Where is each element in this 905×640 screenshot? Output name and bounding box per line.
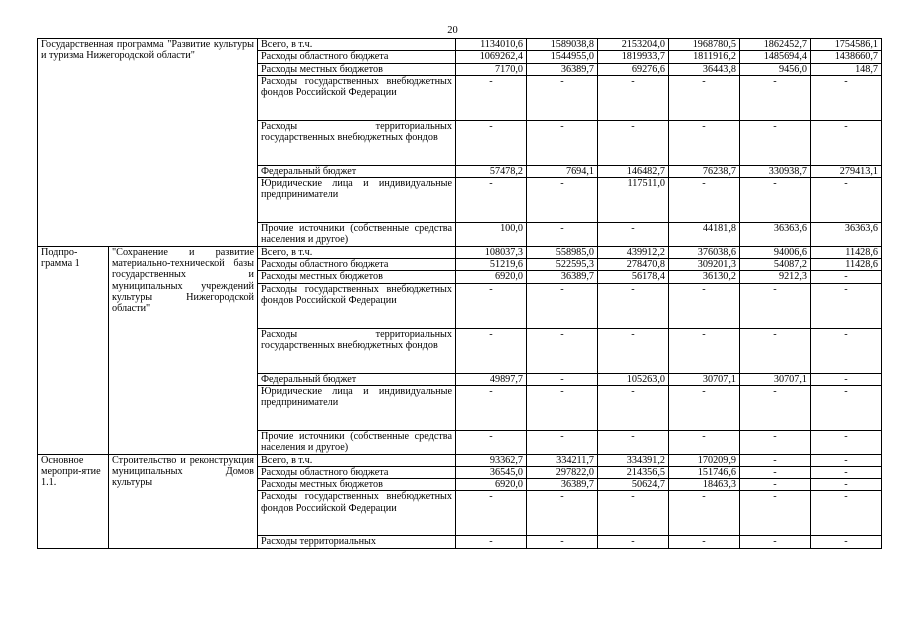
amount-cell: 18463,3 bbox=[669, 479, 740, 491]
amount-cell: 148,7 bbox=[811, 63, 882, 75]
section-name: "Сохранение и развитие материально-технической базы государственных и муниципальных учреждений культуры Нижегородской области" bbox=[109, 246, 258, 454]
funding-source: Юридические лица и индивидуальные предприниматели bbox=[258, 178, 456, 223]
amount-cell: - bbox=[669, 283, 740, 328]
amount-cell: - bbox=[740, 491, 811, 536]
funding-source: Федеральный бюджет bbox=[258, 373, 456, 385]
amount-cell: 100,0 bbox=[456, 223, 527, 247]
amount-cell: - bbox=[598, 385, 669, 430]
amount-cell: - bbox=[456, 430, 527, 454]
amount-cell: 1438660,7 bbox=[811, 51, 882, 63]
amount-cell: 44181,8 bbox=[669, 223, 740, 247]
amount-cell: - bbox=[740, 75, 811, 120]
amount-cell: - bbox=[669, 491, 740, 536]
amount-cell: - bbox=[598, 120, 669, 165]
amount-cell: - bbox=[811, 283, 882, 328]
amount-cell: 214356,5 bbox=[598, 466, 669, 478]
amount-cell: 1134010,6 bbox=[456, 39, 527, 51]
table-row bbox=[38, 246, 882, 258]
amount-cell: 36545,0 bbox=[456, 466, 527, 478]
amount-cell: 50624,7 bbox=[598, 479, 669, 491]
amount-cell: - bbox=[598, 283, 669, 328]
amount-cell: - bbox=[456, 283, 527, 328]
amount-cell: - bbox=[456, 75, 527, 120]
amount-cell: 108037,3 bbox=[456, 246, 527, 258]
page-number: 20 bbox=[447, 25, 458, 36]
funding-source: Всего, в т.ч. bbox=[258, 39, 456, 51]
amount-cell: 49897,7 bbox=[456, 373, 527, 385]
amount-cell: - bbox=[811, 271, 882, 283]
amount-cell: 57478,2 bbox=[456, 165, 527, 177]
amount-cell: 36363,6 bbox=[811, 223, 882, 247]
amount-cell: - bbox=[456, 536, 527, 548]
amount-cell: - bbox=[740, 536, 811, 548]
funding-source: Расходы местных бюджетов bbox=[258, 63, 456, 75]
amount-cell: - bbox=[669, 385, 740, 430]
funding-source: Всего, в т.ч. bbox=[258, 454, 456, 466]
amount-cell: 6920,0 bbox=[456, 271, 527, 283]
amount-cell: 1589038,8 bbox=[527, 39, 598, 51]
amount-cell: 30707,1 bbox=[740, 373, 811, 385]
amount-cell: 30707,1 bbox=[669, 373, 740, 385]
funding-source: Расходы государственных внебюджетных фондов Российской Федерации bbox=[258, 283, 456, 328]
amount-cell: - bbox=[527, 491, 598, 536]
section-code: Основное меропри-ятие 1.1. bbox=[38, 454, 109, 548]
amount-cell: - bbox=[740, 430, 811, 454]
amount-cell: - bbox=[811, 491, 882, 536]
funding-source: Федеральный бюджет bbox=[258, 165, 456, 177]
amount-cell: - bbox=[527, 75, 598, 120]
amount-cell: 334391,2 bbox=[598, 454, 669, 466]
amount-cell: 51219,6 bbox=[456, 259, 527, 271]
amount-cell: - bbox=[456, 491, 527, 536]
amount-cell: - bbox=[669, 328, 740, 373]
amount-cell: 9212,3 bbox=[740, 271, 811, 283]
amount-cell: - bbox=[811, 328, 882, 373]
amount-cell: - bbox=[527, 283, 598, 328]
table-row bbox=[38, 39, 882, 51]
amount-cell: - bbox=[527, 223, 598, 247]
amount-cell: 1968780,5 bbox=[669, 39, 740, 51]
amount-cell: 1069262,4 bbox=[456, 51, 527, 63]
amount-cell: - bbox=[740, 328, 811, 373]
amount-cell: - bbox=[811, 466, 882, 478]
amount-cell: - bbox=[598, 328, 669, 373]
amount-cell: 376038,6 bbox=[669, 246, 740, 258]
amount-cell: - bbox=[811, 178, 882, 223]
amount-cell: - bbox=[527, 373, 598, 385]
amount-cell: 1811916,2 bbox=[669, 51, 740, 63]
funding-source: Расходы областного бюджета bbox=[258, 51, 456, 63]
funding-source: Расходы местных бюджетов bbox=[258, 479, 456, 491]
amount-cell: 105263,0 bbox=[598, 373, 669, 385]
funding-source: Юридические лица и индивидуальные предприниматели bbox=[258, 385, 456, 430]
amount-cell: 6920,0 bbox=[456, 479, 527, 491]
amount-cell: 93362,7 bbox=[456, 454, 527, 466]
amount-cell: - bbox=[669, 120, 740, 165]
amount-cell: - bbox=[811, 536, 882, 548]
amount-cell: 170209,9 bbox=[669, 454, 740, 466]
amount-cell: 330938,7 bbox=[740, 165, 811, 177]
amount-cell: - bbox=[740, 385, 811, 430]
amount-cell: - bbox=[598, 491, 669, 536]
amount-cell: 1485694,4 bbox=[740, 51, 811, 63]
budget-table bbox=[37, 38, 882, 549]
amount-cell: 1544955,0 bbox=[527, 51, 598, 63]
amount-cell: - bbox=[811, 479, 882, 491]
amount-cell: 94006,6 bbox=[740, 246, 811, 258]
amount-cell: 297822,0 bbox=[527, 466, 598, 478]
funding-source: Расходы территориальных государственных внебюджетных фондов bbox=[258, 328, 456, 373]
amount-cell: 36443,8 bbox=[669, 63, 740, 75]
program-title: Государственная программа "Развитие культуры и туризма Нижегородской области" bbox=[38, 39, 258, 247]
amount-cell: 439912,2 bbox=[598, 246, 669, 258]
funding-source: Прочие источники (собственные средства населения и другое) bbox=[258, 430, 456, 454]
funding-source: Расходы государственных внебюджетных фондов Российской Федерации bbox=[258, 75, 456, 120]
amount-cell: 7694,1 bbox=[527, 165, 598, 177]
amount-cell: 76238,7 bbox=[669, 165, 740, 177]
amount-cell: 11428,6 bbox=[811, 246, 882, 258]
section-name: Строительство и реконструкция муниципальных Домов культуры bbox=[109, 454, 258, 548]
amount-cell: 9456,0 bbox=[740, 63, 811, 75]
amount-cell: - bbox=[811, 454, 882, 466]
amount-cell: - bbox=[669, 178, 740, 223]
amount-cell: - bbox=[527, 328, 598, 373]
table-row bbox=[38, 454, 882, 466]
amount-cell: 334211,7 bbox=[527, 454, 598, 466]
amount-cell: - bbox=[740, 120, 811, 165]
amount-cell: 1862452,7 bbox=[740, 39, 811, 51]
amount-cell: - bbox=[811, 385, 882, 430]
amount-cell: 117511,0 bbox=[598, 178, 669, 223]
amount-cell: 7170,0 bbox=[456, 63, 527, 75]
amount-cell: - bbox=[598, 536, 669, 548]
amount-cell: 522595,3 bbox=[527, 259, 598, 271]
amount-cell: - bbox=[811, 373, 882, 385]
amount-cell: 309201,3 bbox=[669, 259, 740, 271]
funding-source: Расходы территориальных bbox=[258, 536, 456, 548]
amount-cell: 151746,6 bbox=[669, 466, 740, 478]
amount-cell: - bbox=[527, 536, 598, 548]
amount-cell: 54087,2 bbox=[740, 259, 811, 271]
funding-source: Расходы государственных внебюджетных фондов Российской Федерации bbox=[258, 491, 456, 536]
amount-cell: - bbox=[456, 120, 527, 165]
amount-cell: 279413,1 bbox=[811, 165, 882, 177]
amount-cell: - bbox=[811, 120, 882, 165]
amount-cell: 36389,7 bbox=[527, 63, 598, 75]
amount-cell: - bbox=[527, 178, 598, 223]
amount-cell: 1754586,1 bbox=[811, 39, 882, 51]
amount-cell: - bbox=[740, 454, 811, 466]
amount-cell: - bbox=[456, 385, 527, 430]
amount-cell: - bbox=[527, 385, 598, 430]
amount-cell: 36130,2 bbox=[669, 271, 740, 283]
amount-cell: - bbox=[740, 466, 811, 478]
amount-cell: - bbox=[669, 536, 740, 548]
amount-cell: 36363,6 bbox=[740, 223, 811, 247]
amount-cell: - bbox=[740, 283, 811, 328]
amount-cell: 69276,6 bbox=[598, 63, 669, 75]
amount-cell: - bbox=[598, 75, 669, 120]
section-code: Подпро-грамма 1 bbox=[38, 246, 109, 454]
amount-cell: - bbox=[527, 430, 598, 454]
amount-cell: - bbox=[811, 430, 882, 454]
amount-cell: - bbox=[598, 223, 669, 247]
amount-cell: - bbox=[740, 178, 811, 223]
amount-cell: 56178,4 bbox=[598, 271, 669, 283]
amount-cell: - bbox=[598, 430, 669, 454]
funding-source: Расходы областного бюджета bbox=[258, 259, 456, 271]
amount-cell: 11428,6 bbox=[811, 259, 882, 271]
amount-cell: 2153204,0 bbox=[598, 39, 669, 51]
amount-cell: - bbox=[811, 75, 882, 120]
amount-cell: - bbox=[669, 430, 740, 454]
amount-cell: 36389,7 bbox=[527, 479, 598, 491]
funding-source: Расходы территориальных государственных внебюджетных фондов bbox=[258, 120, 456, 165]
amount-cell: - bbox=[527, 120, 598, 165]
amount-cell: - bbox=[456, 178, 527, 223]
amount-cell: 146482,7 bbox=[598, 165, 669, 177]
amount-cell: - bbox=[740, 479, 811, 491]
amount-cell: 36389,7 bbox=[527, 271, 598, 283]
amount-cell: - bbox=[456, 328, 527, 373]
amount-cell: - bbox=[669, 75, 740, 120]
amount-cell: 558985,0 bbox=[527, 246, 598, 258]
funding-source: Расходы областного бюджета bbox=[258, 466, 456, 478]
funding-source: Всего, в т.ч. bbox=[258, 246, 456, 258]
amount-cell: 278470,8 bbox=[598, 259, 669, 271]
budget-table-body bbox=[38, 39, 882, 549]
amount-cell: 1819933,7 bbox=[598, 51, 669, 63]
funding-source: Прочие источники (собственные средства населения и другое) bbox=[258, 223, 456, 247]
funding-source: Расходы местных бюджетов bbox=[258, 271, 456, 283]
